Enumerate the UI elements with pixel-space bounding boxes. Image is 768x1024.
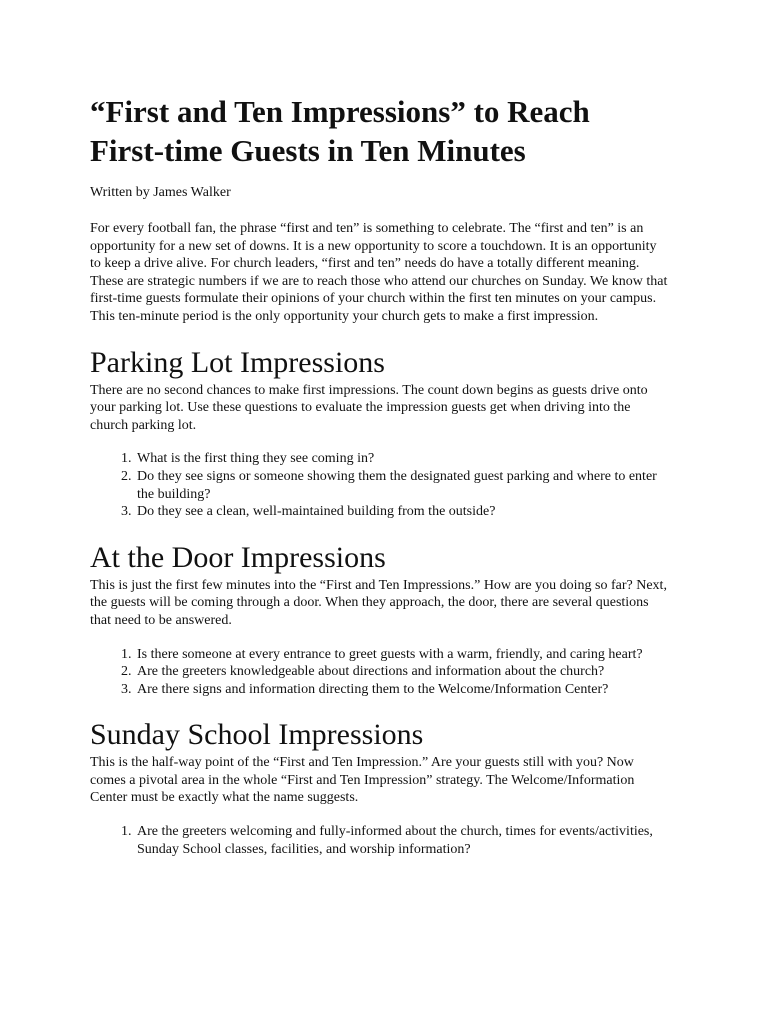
list-item: 2. Are the greeters knowledgeable about directions and information about the church? bbox=[135, 663, 668, 681]
section-sunday-school bbox=[90, 717, 668, 858]
list-item: 1. What is the first thing they see coming in? bbox=[135, 450, 668, 468]
section-heading: At the Door Impressions bbox=[90, 540, 386, 574]
question-list bbox=[90, 450, 668, 520]
section-parking-lot bbox=[90, 345, 668, 521]
list-item: 3. Are there signs and information directing them to the Welcome/Information Center? bbox=[135, 681, 668, 699]
question-list bbox=[90, 646, 668, 699]
list-item: 1. Are the greeters welcoming and fully-informed about the church, times for events/activities, Sunday School classes, facilities, and worship information? bbox=[135, 823, 668, 858]
intro-paragraph: For every football fan, the phrase “first and ten” is something to celebrate. The “first and ten” is an opportunity for a new set of downs. It is a new opportunity to score a touchdown. It is an opportunity to keep a drive alive. For church leaders, “first and ten” needs do have a totally different meaning. These are strategic numbers if we are to reach those who attend our churches on Sunday. We know that first-time guests formulate their opinions of your church within the first ten minutes on your campus. This ten-minute period is the only opportunity your church gets to make a first impression. bbox=[90, 221, 668, 324]
section-at-the-door bbox=[90, 540, 668, 699]
section-paragraph: There are no second chances to make first impressions. The count down begins as guests drive onto your parking lot. Use these questions to evaluate the impression guests get when driving into the church parking lot. bbox=[90, 382, 648, 433]
question-list bbox=[90, 823, 668, 858]
section-heading: Sunday School Impressions bbox=[90, 718, 424, 752]
list-item: 3. Do they see a clean, well-maintained building from the outside? bbox=[135, 503, 668, 521]
list-item: 2. Do they see signs or someone showing them the designated guest parking and where to enter the building? bbox=[135, 468, 668, 503]
list-item: 1. Is there someone at every entrance to greet guests with a warm, friendly, and caring heart? bbox=[135, 646, 668, 664]
section-heading: Parking Lot Impressions bbox=[90, 345, 385, 379]
document-title: “First and Ten Impressions” to Reach First-time Guests in Ten Minutes bbox=[90, 94, 590, 168]
document-page bbox=[90, 92, 668, 858]
section-paragraph: This is just the first few minutes into the “First and Ten Impressions.” How are you doing so far? Next, the guests will be coming through a door. When they approach, the door, there are several questions that need to be answered. bbox=[90, 577, 667, 628]
section-paragraph: This is the half-way point of the “First and Ten Impression.” Are your guests still with you? Now comes a pivotal area in the whole “First and Ten Impression” strategy. The Welcome/Information Center must be exactly what the name suggests. bbox=[90, 755, 635, 806]
author-byline: Written by James Walker bbox=[90, 185, 231, 200]
